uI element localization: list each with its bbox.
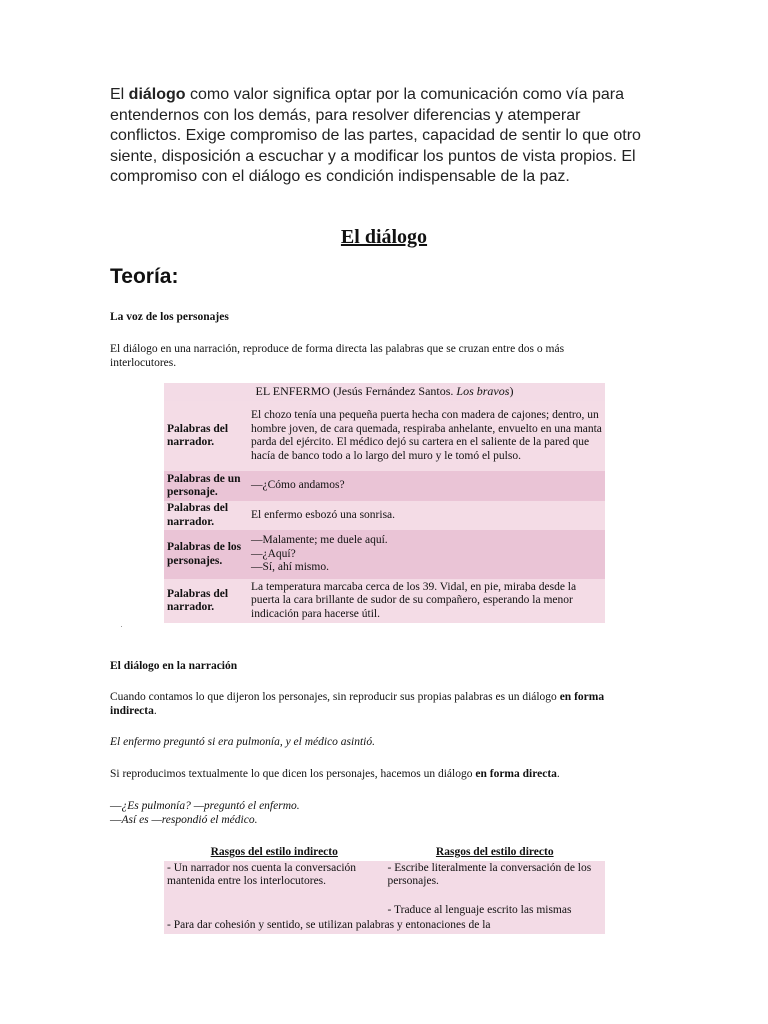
table-row <box>164 471 605 501</box>
table-row <box>164 861 605 903</box>
heading-dialogo-narracion: El diálogo en la narración <box>110 660 238 672</box>
intro-bold-word: diálogo <box>128 86 186 103</box>
direct-line-2: Así es —respondió el médico. <box>121 814 258 826</box>
direct-line-1: ¿Es pulmonía? —preguntó el enfermo. <box>121 800 300 812</box>
heading-voz-personajes: La voz de los personajes <box>110 311 229 323</box>
table-row <box>164 530 605 579</box>
table-row <box>164 579 605 623</box>
dialogue-line: —Sí, ahí mismo. <box>251 561 329 574</box>
row-label: Palabras de un personaje. <box>164 471 248 501</box>
dialogue-line: —¿Aquí? <box>251 547 296 560</box>
table-row <box>164 401 605 471</box>
book-title: Los bravos <box>456 384 510 399</box>
row-label: Palabras del narrador. <box>164 579 248 623</box>
row-label: Palabras del narrador. <box>164 401 248 471</box>
indirect-trait-2: - Para dar cohesión y sentido, se utilizan palabras y entonaciones de la <box>164 918 605 934</box>
row-text: El enfermo esbozó una sonrisa. <box>248 501 605 530</box>
row-text <box>248 530 605 579</box>
bold-forma-directa: en forma directa <box>475 768 557 780</box>
example-indirect: El enfermo preguntó si era pulmonía, y el médico asintió. <box>110 736 375 748</box>
intro-text-start: El <box>110 86 129 103</box>
row-label: Palabras del narrador. <box>164 501 248 530</box>
header-estilo-directo: Rasgos del estilo directo <box>385 846 606 861</box>
table-header-row <box>164 383 605 401</box>
table-row <box>164 918 605 934</box>
page-title: El diálogo <box>340 226 428 248</box>
table-el-enfermo <box>164 383 605 623</box>
row-label: Palabras de los personajes. <box>164 530 248 579</box>
intro-paragraph <box>110 85 650 188</box>
section-title-teoria: Teoría: <box>110 265 179 288</box>
stray-mark <box>121 626 122 627</box>
paragraph-forma-directa: Si reproducimos textualmente lo que dicen los personajes, hacemos un diálogo en forma directa. <box>110 768 560 780</box>
row-text: —¿Cómo andamos? <box>248 471 605 501</box>
header-estilo-indirecto: Rasgos del estilo indirecto <box>164 846 385 861</box>
paragraph-dialogo-narracion: El diálogo en una narración, reproduce de forma directa las palabras que se cruzan entre dos o más interlocutores. <box>110 343 565 369</box>
row-text: El chozo tenía una pequeña puerta hecha con madera de cajones; dentro, un hombre joven, de cara quemada, respiraba anhelante, envuelto en una manta parda del ejército. El médico dejó su cartera en el saliente de la pared que hacía de banco todo a lo largo del muro y le tomó el pulso. <box>248 401 605 471</box>
dialogue-line: —Malamente; me duele aquí. <box>251 534 388 547</box>
intro-text-rest: como valor significa optar por la comunicación como vía para entendernos con los demás, para resolver diferencias y atemperar conflictos. Exige compromiso de las partes, capacidad de sentir lo que otro siente, disposición a escuchar y a modificar los puntos de vista propios. El compromiso con el diálogo es condición indispensable de la paz. <box>110 86 641 185</box>
direct-trait-1: - Escribe literalmente la conversación de los personajes. <box>385 861 606 903</box>
table-header-row <box>164 846 605 861</box>
bold-forma-indirecta: en forma indirecta <box>110 691 605 717</box>
table-header-cell: EL ENFERMO (Jesús Fernández Santos. Los bravos) <box>164 383 605 401</box>
example-direct: —¿Es pulmonía? —preguntó el enfermo. —Así es —respondió el médico. <box>110 800 300 826</box>
paragraph-forma-indirecta: Cuando contamos lo que dijeron los personajes, sin reproducir sus propias palabras es un diálogo en forma indirecta. <box>110 691 605 717</box>
indirect-trait-1: - Un narrador nos cuenta la conversación mantenida entre los interlocutores. <box>164 861 385 919</box>
table-row <box>164 501 605 530</box>
row-text: La temperatura marcaba cerca de los 39. Vidal, en pie, miraba desde la puerta la cara brillante de sudor de su compañero, esperando la menor indicación para hacerse útil. <box>248 579 605 623</box>
direct-trait-2: - Traduce al lenguaje escrito las mismas <box>385 903 606 919</box>
table-rasgos-estilo <box>164 846 605 934</box>
